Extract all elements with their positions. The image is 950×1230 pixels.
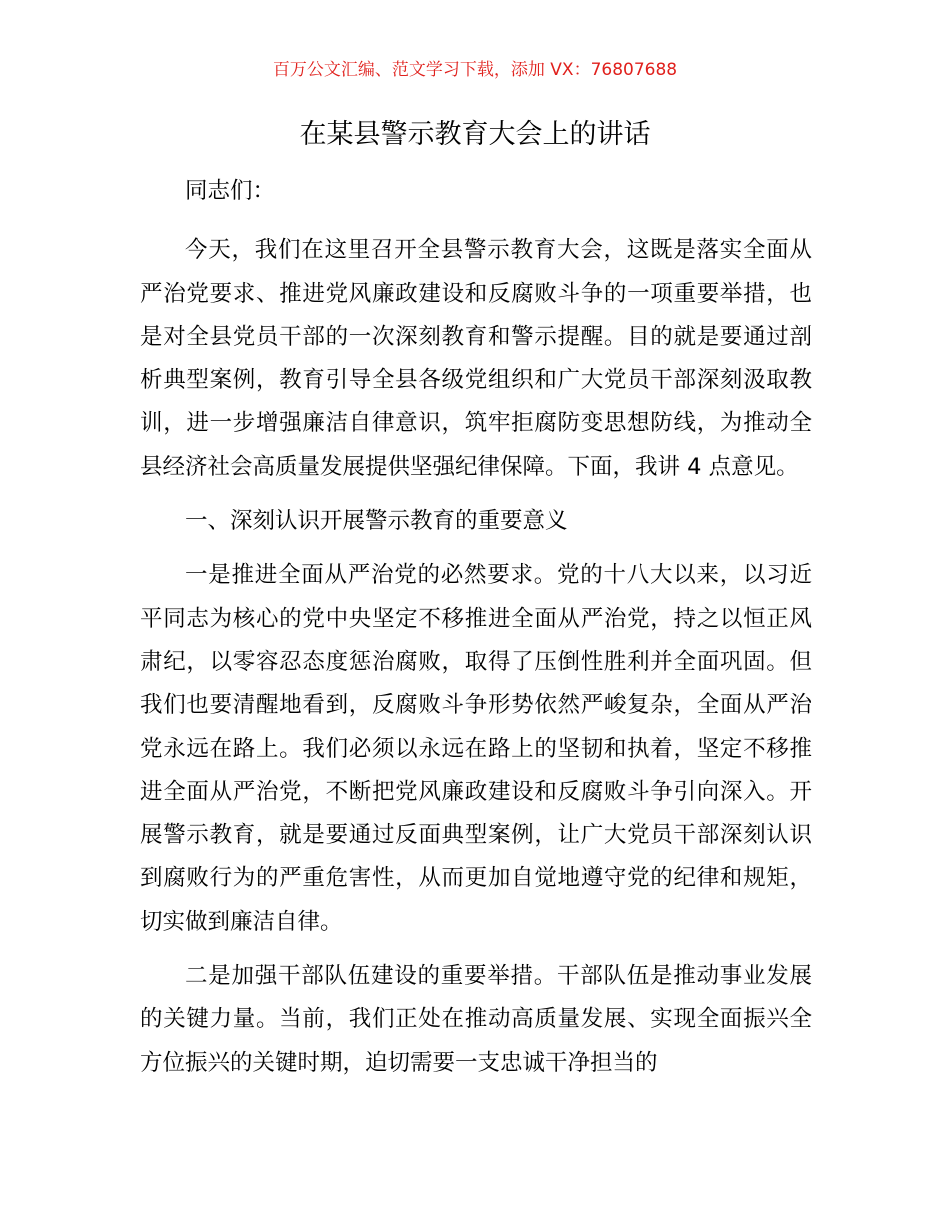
document-body [140,170,812,1096]
watermark-header: 百万公文汇编、范文学习下载，添加 VX：76807688 [272,60,678,80]
paragraph-point-one: 一是推进全面从严治党的必然要求。党的十八大以来，以习近平同志为核心的党中央坚定不移推进全面从严治党，持之以恒正风肃纪，以零容忍态度惩治腐败，取得了压倒性胜利并全面巩固。但我们也要清醒地看到，反腐败斗争形势依然严峻复杂，全面从严治党永远在路上。我们必须以永远在路上的坚韧和执着，坚定不移推进全面从严治党，不断把党风廉政建设和反腐败斗争引向深入。开展警示教育，就是要通过反面典型案例，让广大党员干部深刻认识到腐败行为的严重危害性，从而更加自觉地遵守党的纪律和规矩，切实做到廉洁自律。 [140,562,812,935]
greeting: 同志们： [185,178,276,204]
page-title: 在某县警示教育大会上的讲话 [299,119,651,150]
paragraph-point-two: 二是加强干部队伍建设的重要举措。干部队伍是推动事业发展的关键力量。当前，我们正处在推动高质量发展、实现全面振兴全方位振兴的关键时期，迫切需要一支忠诚干净担当的 [140,963,812,1076]
paragraph-intro: 今天，我们在这里召开全县警示教育大会，这既是落实全面从严治党要求、推进党风廉政建设和反腐败斗争的一项重要举措，也是对全县党员干部的一次深刻教育和警示提醒。目的就是要通过剖析典型案例，教育引导全县各级党组织和广大党员干部深刻汲取教训，进一步增强廉洁自律意识，筑牢拒腐防变思想防线，为推动全县经济社会高质量发展提供坚强纪律保障。下面，我讲 4 点意见。 [140,237,812,480]
section-heading: 一、深刻认识开展警示教育的重要意义 [185,508,568,535]
